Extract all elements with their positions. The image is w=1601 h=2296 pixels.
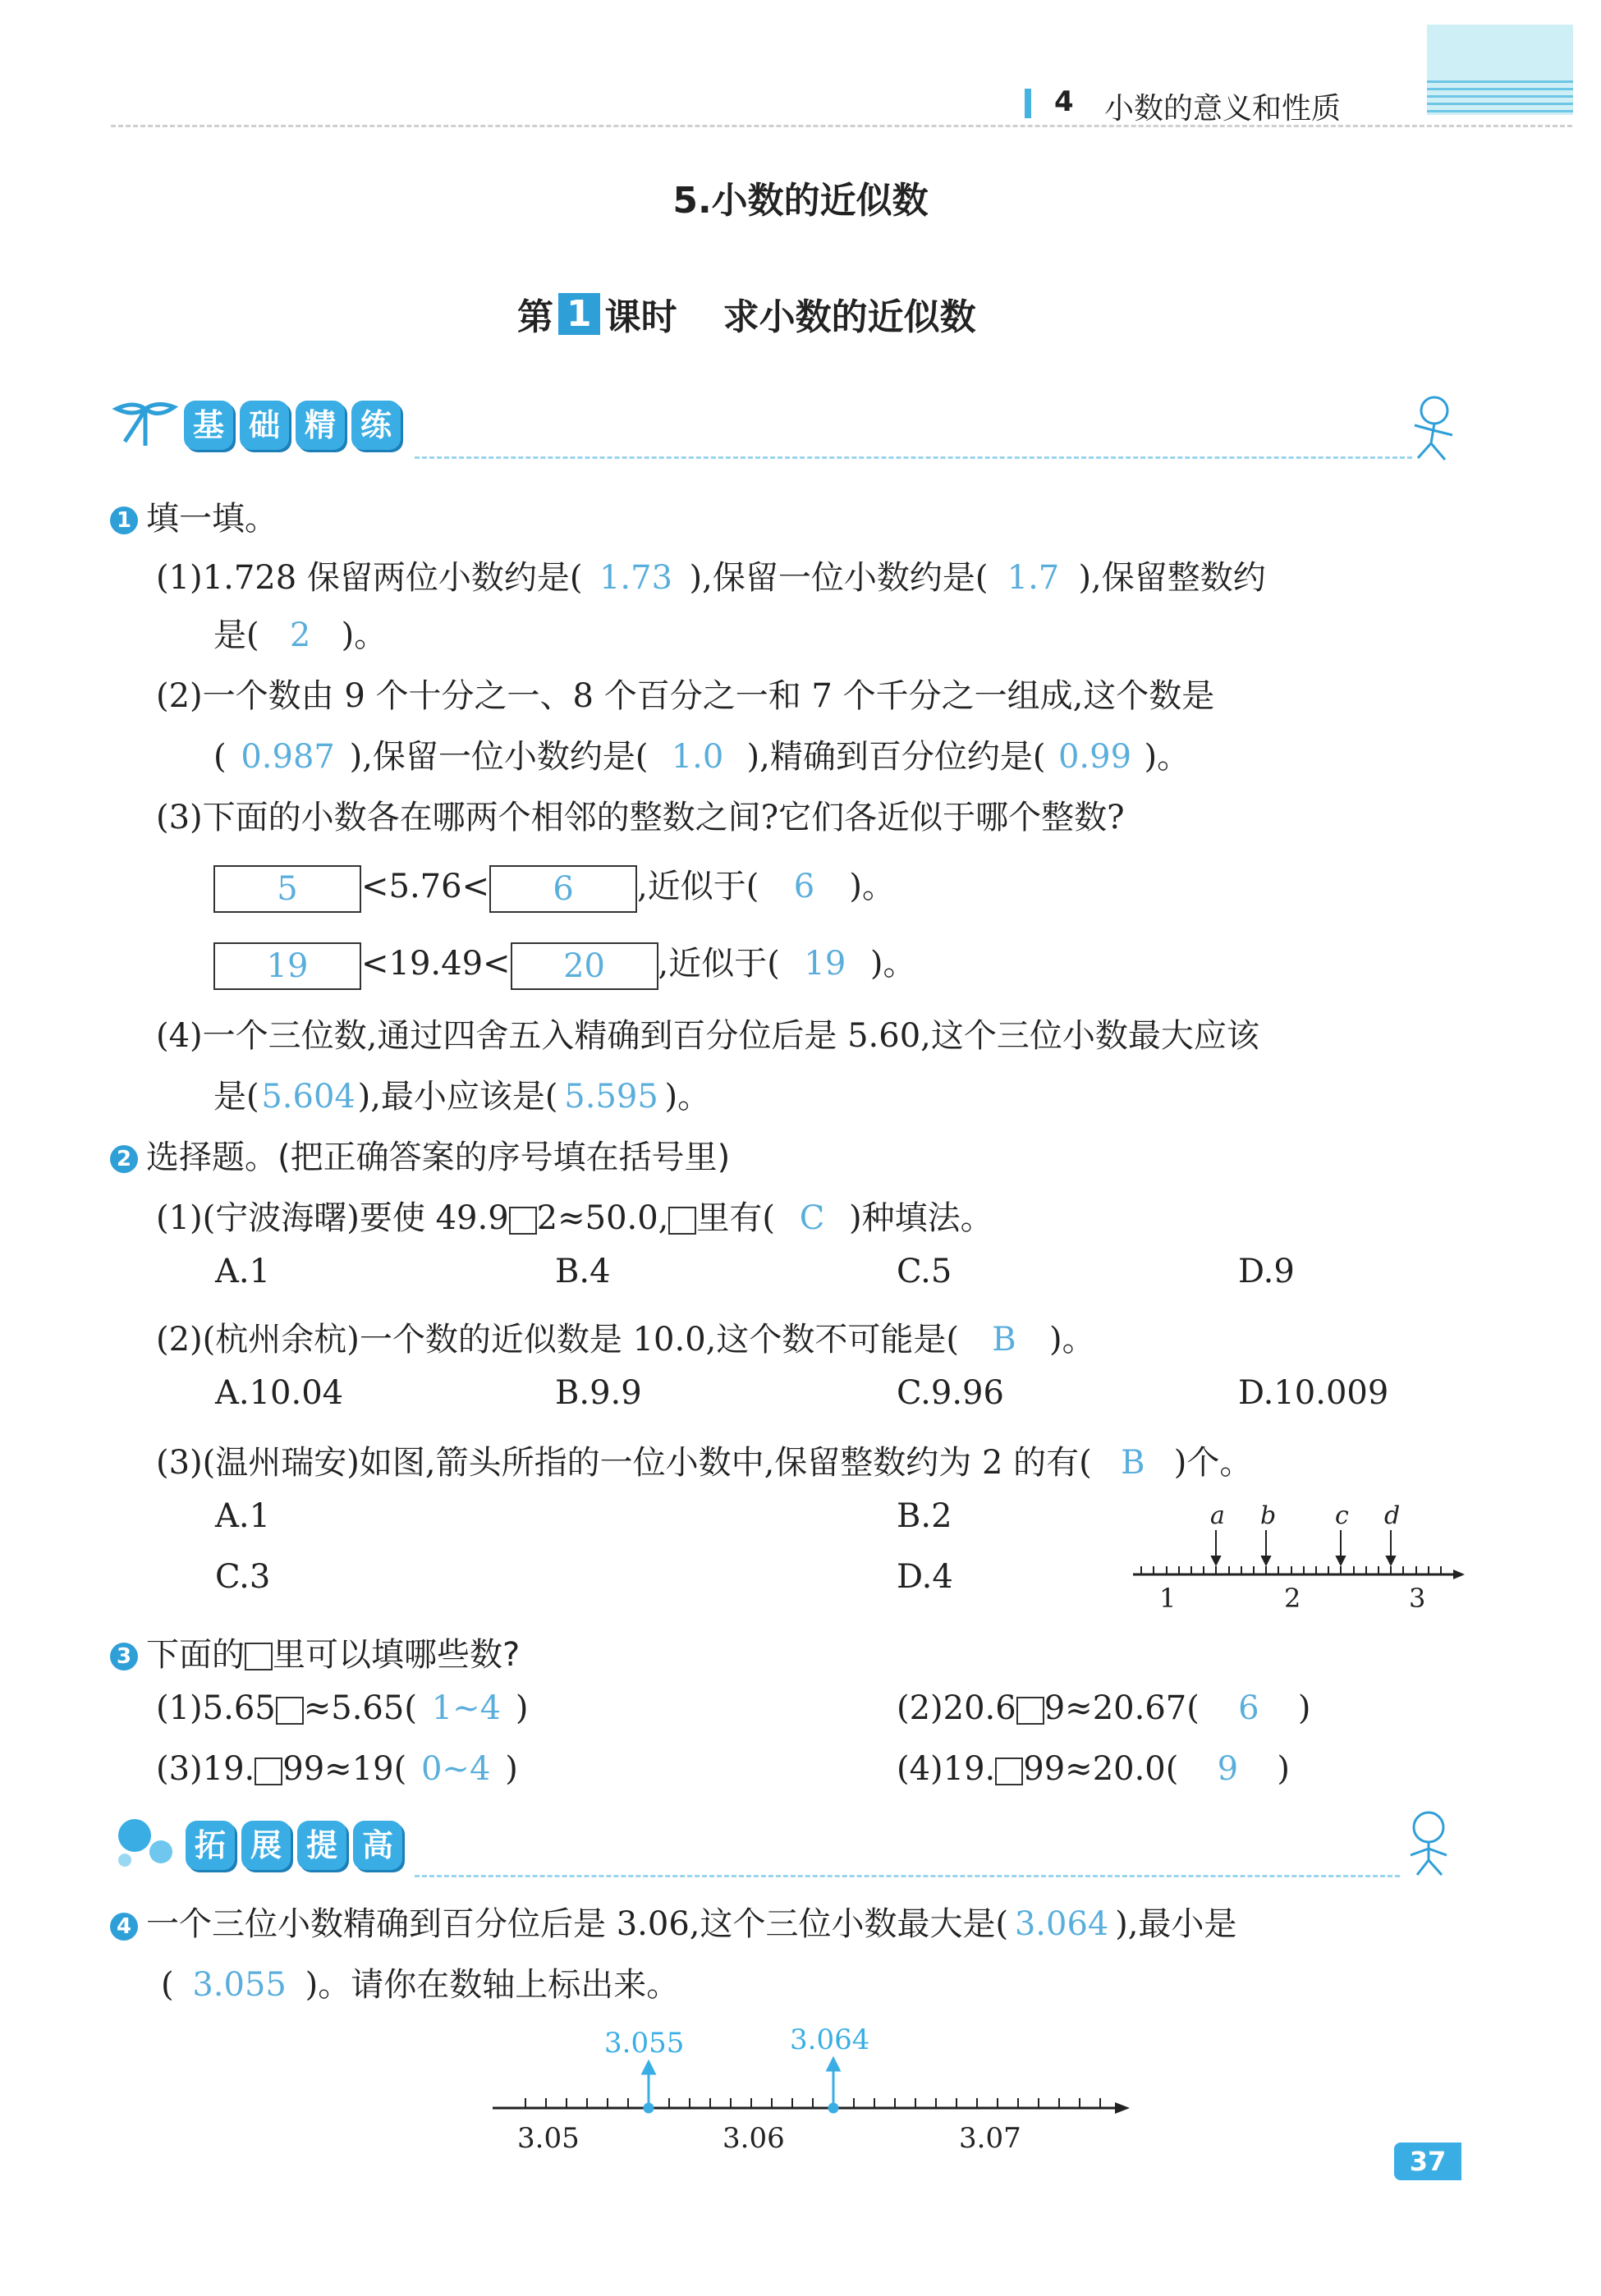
text: (3)19. xyxy=(156,1750,255,1788)
text: (2)20.6 xyxy=(897,1689,1016,1727)
q2-s2-option-a: A.10.04 xyxy=(215,1374,344,1412)
q1-p1-line2 xyxy=(213,609,387,656)
axis-label-1: 1 xyxy=(1159,1583,1177,1614)
text: 下面的 xyxy=(146,1636,245,1674)
q2-s3 xyxy=(156,1437,1252,1483)
lesson-prefix: 第 xyxy=(517,296,553,338)
lesson-title xyxy=(517,287,976,340)
page-title: 5.小数的近似数 xyxy=(672,180,929,222)
answer-box: 5 xyxy=(213,865,361,913)
blank-square xyxy=(245,1643,273,1670)
q3-number: 3 xyxy=(110,1643,138,1670)
text: )种填法。 xyxy=(849,1199,993,1237)
text: ,近似于( xyxy=(658,945,780,983)
q2-s3-option-c: C.3 xyxy=(215,1558,271,1596)
text: ),精确到百分位约是( xyxy=(746,738,1046,776)
text: ( xyxy=(161,1966,174,2004)
blank-square xyxy=(668,1207,696,1235)
answer: 19 xyxy=(804,945,846,983)
text: )。 xyxy=(1048,1321,1095,1359)
banner-char: 拓 xyxy=(186,1821,235,1870)
text: (1)(宁波海曙)要使 49.9 xyxy=(156,1199,509,1237)
answer: 0.99 xyxy=(1057,738,1132,776)
text: (3)下面的小数各在哪两个相邻的整数之间?它们各近似于哪个整数? xyxy=(156,799,1125,836)
q1-p3-row2 xyxy=(213,937,915,990)
text: ( xyxy=(213,738,227,776)
q1-title xyxy=(110,493,278,539)
answer: B xyxy=(1121,1444,1145,1482)
text: (3)(温州瑞安)如图,箭头所指的一位小数中,保留整数约为 2 的有( xyxy=(156,1444,1092,1482)
text: ),最小应该是( xyxy=(357,1078,558,1116)
q1-p4-line1 xyxy=(156,1010,1259,1056)
text: )个。 xyxy=(1173,1444,1253,1482)
section-banner-extension xyxy=(186,1821,402,1870)
text: ≈5.65( xyxy=(303,1689,417,1727)
lesson-suffix: 课时 xyxy=(604,296,677,338)
q3-item-2 xyxy=(897,1689,1310,1727)
q3-item-1 xyxy=(156,1689,529,1727)
text: 是( xyxy=(213,616,259,654)
page-number: 37 xyxy=(1394,2142,1461,2180)
text: )。 xyxy=(341,616,388,654)
blank-square xyxy=(255,1758,282,1785)
q4-line1 xyxy=(110,1898,1236,1945)
answer: 9 xyxy=(1217,1750,1239,1788)
banner-char: 高 xyxy=(353,1821,402,1870)
axis-label-307: 3.07 xyxy=(959,2122,1021,2155)
q2-s1-option-d: D.9 xyxy=(1238,1253,1295,1290)
text: (1)1.728 保留两位小数约是( xyxy=(156,559,583,597)
answer: 3.064 xyxy=(1014,1905,1109,1943)
number-line-2 xyxy=(484,2019,1149,2159)
text: )。 xyxy=(1144,738,1190,776)
blank-square xyxy=(276,1697,304,1725)
kid-icon xyxy=(1396,1806,1461,1880)
text: 99≈20.0( xyxy=(1023,1750,1179,1788)
q2-title-text: 选择题。(把正确答案的序号填在括号里) xyxy=(146,1139,731,1176)
q3-title xyxy=(110,1629,520,1675)
text: ) xyxy=(1297,1689,1311,1727)
answer-box: 20 xyxy=(511,942,658,990)
arrow-label-a: a xyxy=(1210,1501,1225,1530)
q2-s3-option-a: A.1 xyxy=(215,1497,271,1535)
q2-s3-option-d: D.4 xyxy=(897,1558,953,1596)
text: 9≈20.67( xyxy=(1044,1689,1200,1727)
mark-low-label: 3.055 xyxy=(604,2027,685,2060)
running-kid-icon xyxy=(1400,392,1466,466)
answer-box: 19 xyxy=(213,942,361,990)
text: 里可以填哪些数? xyxy=(273,1636,521,1674)
text: 2≈50.0, xyxy=(536,1199,669,1237)
q2-s1-option-a: A.1 xyxy=(215,1253,271,1290)
q2-s3-option-b: B.2 xyxy=(897,1497,952,1535)
answer: 1.7 xyxy=(1007,559,1060,597)
banner-char: 展 xyxy=(241,1821,291,1870)
banner-char: 础 xyxy=(240,401,289,450)
text: <19.49< xyxy=(361,945,511,983)
q1-p3-line1 xyxy=(156,791,1125,838)
q2-s2 xyxy=(156,1313,1095,1360)
q3-item-3 xyxy=(156,1750,518,1788)
sprout-icon xyxy=(108,401,182,450)
text: )。请你在数轴上标出来。 xyxy=(305,1966,680,2004)
text: 里有( xyxy=(696,1199,776,1237)
q1-p2-line1 xyxy=(156,670,1214,717)
arrow-label-d: d xyxy=(1384,1501,1401,1530)
header-bar xyxy=(1025,89,1031,118)
q1-p1-line1 xyxy=(156,552,1266,598)
q1-p4-line2 xyxy=(213,1070,710,1117)
answer: 3.055 xyxy=(192,1966,287,2004)
text: ),最小是 xyxy=(1115,1905,1237,1943)
answer: 2 xyxy=(289,616,311,654)
text: ) xyxy=(515,1689,529,1727)
axis-label-305: 3.05 xyxy=(517,2122,580,2155)
text: )。 xyxy=(664,1078,711,1116)
text: ),保留整数约 xyxy=(1078,559,1266,597)
q2-number: 2 xyxy=(110,1145,138,1173)
arrow-label-b: b xyxy=(1260,1501,1277,1530)
q2-s2-option-b: B.9.9 xyxy=(555,1374,642,1412)
answer: 5.595 xyxy=(564,1078,658,1116)
q2-title xyxy=(110,1131,730,1178)
section-banner-basic xyxy=(184,401,401,450)
header-stripes xyxy=(1427,80,1573,115)
axis-label-306: 3.06 xyxy=(723,2122,785,2155)
q4-line2 xyxy=(161,1959,679,2005)
q1-p3-row1 xyxy=(213,860,895,913)
answer: 5.604 xyxy=(261,1078,356,1116)
q2-s1 xyxy=(156,1192,993,1239)
blank-square xyxy=(509,1207,537,1235)
header-divider xyxy=(111,125,1572,127)
axis-label-3: 3 xyxy=(1409,1583,1426,1614)
text: 是( xyxy=(213,1078,259,1116)
answer: 6 xyxy=(1238,1689,1259,1727)
q2-s1-option-b: B.4 xyxy=(555,1253,611,1290)
answer: 1.73 xyxy=(599,559,673,597)
banner-char: 练 xyxy=(351,401,401,450)
text: ,近似于( xyxy=(637,868,759,905)
answer: B xyxy=(992,1321,1016,1359)
number-line-1 xyxy=(1125,1496,1470,1619)
q1-title-text: 填一填。 xyxy=(146,500,278,538)
text: (2)(杭州余杭)一个数的近似数是 10.0,这个数不可能是( xyxy=(156,1321,959,1359)
text: <5.76< xyxy=(361,868,490,905)
answer: 0~4 xyxy=(420,1750,491,1788)
q2-s1-option-c: C.5 xyxy=(897,1253,952,1290)
lesson-name: 求小数的近似数 xyxy=(723,296,976,338)
text: 99≈19( xyxy=(282,1750,407,1788)
blank-square xyxy=(1016,1697,1044,1725)
banner-char: 提 xyxy=(297,1821,346,1870)
banner-char: 基 xyxy=(184,401,233,450)
answer: 0.987 xyxy=(241,738,335,776)
answer-box: 6 xyxy=(489,865,637,913)
answer: 1.0 xyxy=(671,738,724,776)
q1-p2-line2 xyxy=(213,731,1190,777)
q2-s2-option-d: D.10.009 xyxy=(1238,1374,1389,1412)
text: (4)一个三位数,通过四舍五入精确到百分位后是 5.60,这个三位小数最大应该 xyxy=(156,1017,1259,1055)
bubbles-icon xyxy=(110,1813,192,1870)
text: (2)一个数由 9 个十分之一、8 个百分之一和 7 个千分之一组成,这个数是 xyxy=(156,677,1215,715)
text: ),保留一位小数约是( xyxy=(689,559,989,597)
q3-item-4 xyxy=(897,1750,1290,1788)
axis-label-2: 2 xyxy=(1284,1583,1301,1614)
section-divider xyxy=(415,456,1412,459)
q4-number: 4 xyxy=(110,1913,138,1941)
text: ) xyxy=(1277,1750,1290,1788)
text: ) xyxy=(505,1750,518,1788)
answer: 6 xyxy=(793,868,815,905)
banner-char: 精 xyxy=(296,401,345,450)
text: (4)19. xyxy=(897,1750,996,1788)
answer: 1~4 xyxy=(431,1689,502,1727)
text: (1)5.65 xyxy=(156,1689,276,1727)
text: ),保留一位小数约是( xyxy=(349,738,649,776)
text: 一个三位小数精确到百分位后是 3.06,这个三位小数最大是( xyxy=(146,1905,1009,1943)
blank-square xyxy=(995,1758,1023,1785)
answer: C xyxy=(799,1199,825,1237)
text: )。 xyxy=(869,945,916,983)
q1-number: 1 xyxy=(110,506,138,534)
chapter-number: 4 xyxy=(1054,85,1074,118)
lesson-number: 1 xyxy=(558,293,600,335)
arrow-label-c: c xyxy=(1335,1501,1349,1530)
mark-high-label: 3.064 xyxy=(790,2023,870,2056)
text: )。 xyxy=(849,868,896,905)
chapter-title: 小数的意义和性质 xyxy=(1104,92,1342,126)
q2-s2-option-c: C.9.96 xyxy=(897,1374,1004,1412)
section-divider xyxy=(415,1875,1400,1877)
